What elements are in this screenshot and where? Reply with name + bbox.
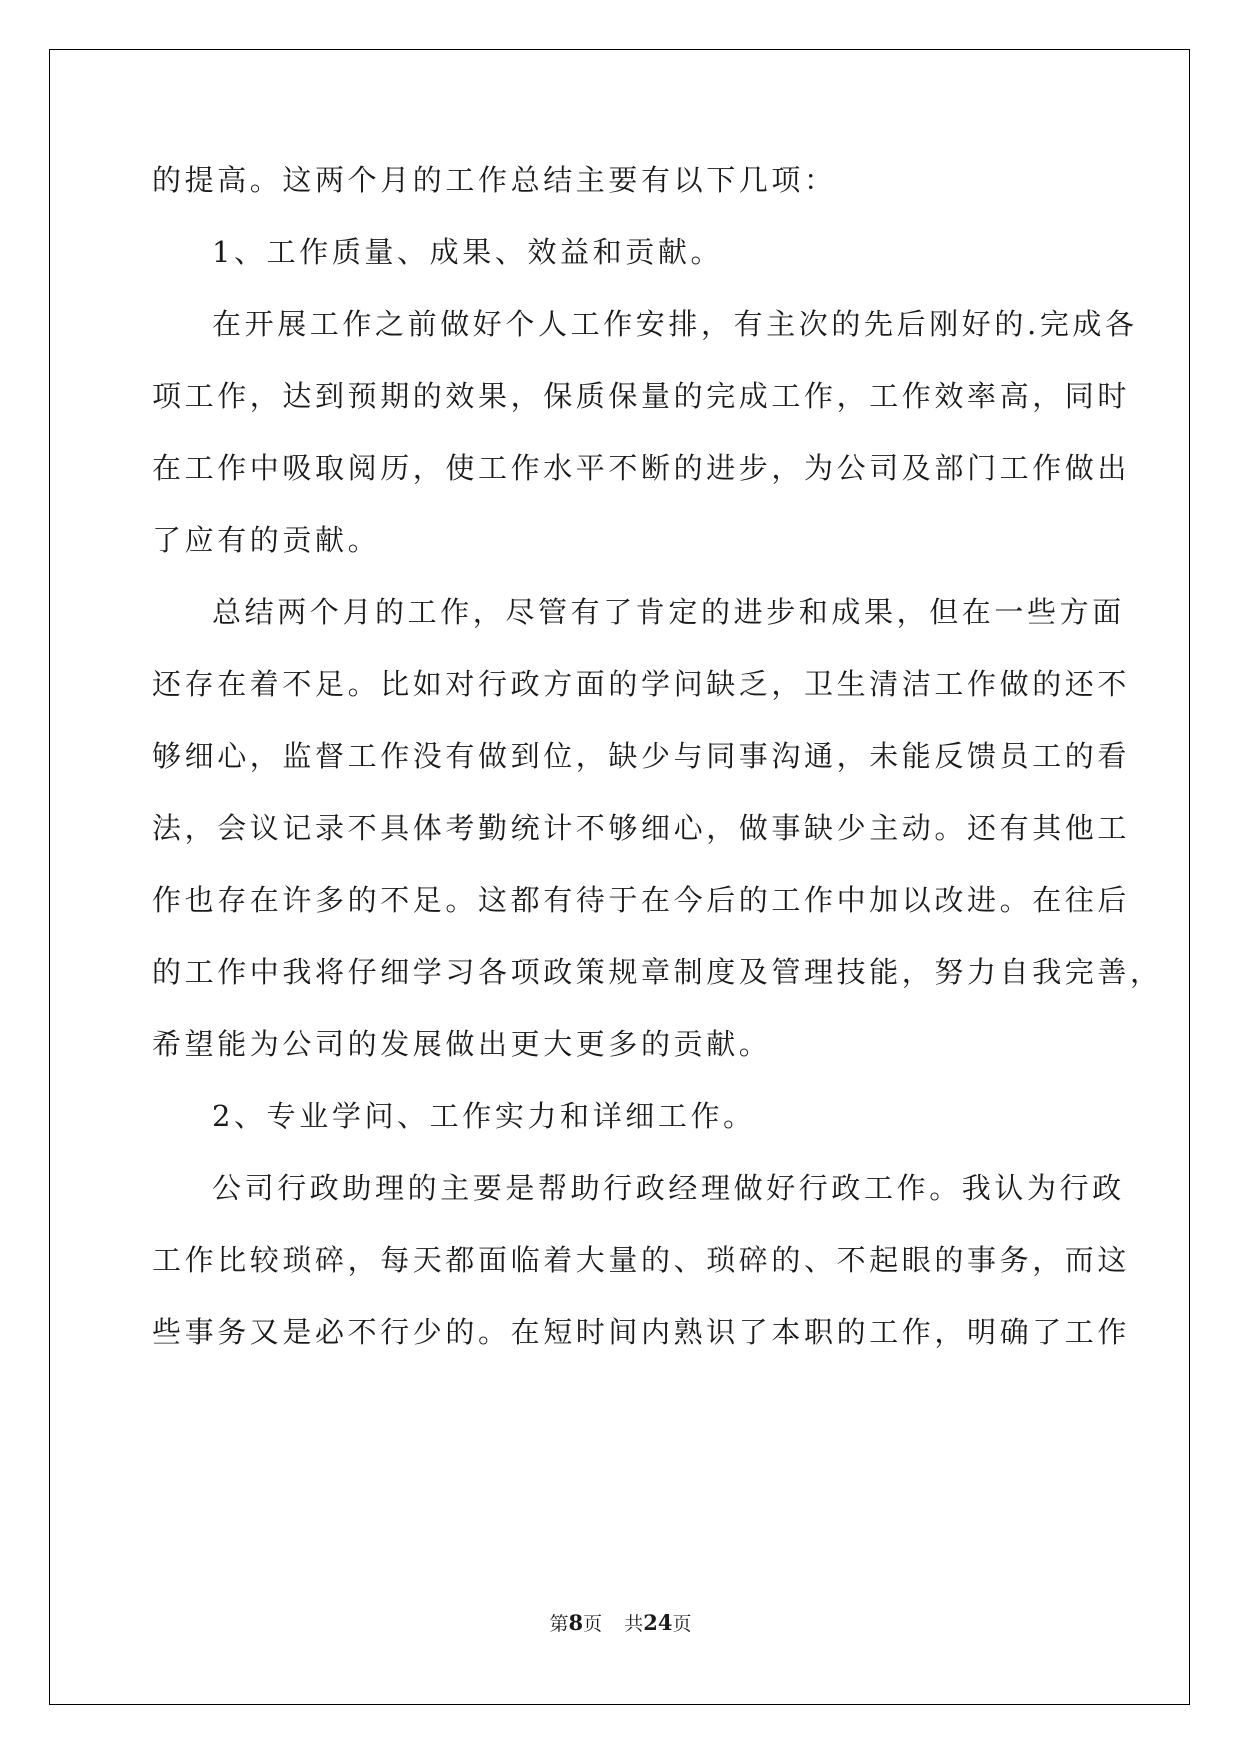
text-line: 还存在着不足。比如对行政方面的学问缺乏，卫生清洁工作做的还不 [152, 667, 1131, 701]
page-number: 8 [568, 1610, 584, 1635]
text-line: 的工作中我将仔细学习各项政策规章制度及管理技能，努力自我完善， [152, 955, 1163, 989]
page-prefix: 第 [549, 1613, 569, 1635]
page-footer [0, 1609, 1241, 1636]
text-line: 公司行政助理的主要是帮助行政经理做好行政工作。我认为行政 [212, 1171, 1125, 1205]
page-border [49, 49, 1190, 1705]
text-line: 在开展工作之前做好个人工作安排，有主次的先后刚好的.完成各 [212, 307, 1138, 341]
text-line: 希望能为公司的发展做出更大更多的贡献。 [152, 1027, 772, 1061]
text-line: 法，会议记录不具体考勤统计不够细心，做事缺少主动。还有其他工 [152, 811, 1131, 845]
text-line: 够细心，监督工作没有做到位，缺少与同事沟通，未能反馈员工的看 [152, 739, 1131, 773]
text-line: 工作比较琐碎，每天都面临着大量的、琐碎的、不起眼的事务，而这 [152, 1243, 1131, 1277]
page-suffix: 页 [583, 1613, 603, 1635]
text-line: 作也存在许多的不足。这都有待于在今后的工作中加以改进。在往后 [152, 883, 1131, 917]
text-line: 的提高。这两个月的工作总结主要有以下几项： [152, 163, 837, 197]
section-heading: 1、工作质量、成果、效益和贡献。 [212, 235, 724, 269]
text-line: 了应有的贡献。 [152, 523, 381, 557]
total-pages: 24 [643, 1610, 673, 1635]
text-line: 项工作，达到预期的效果，保质保量的完成工作，工作效率高，同时 [152, 379, 1131, 413]
total-prefix: 共 [624, 1613, 644, 1635]
text-line: 些事务又是必不行少的。在短时间内熟识了本职的工作，明确了工作 [152, 1315, 1131, 1349]
section-heading: 2、专业学问、工作实力和详细工作。 [212, 1099, 756, 1133]
total-suffix: 页 [672, 1613, 692, 1635]
text-line: 总结两个月的工作，尽管有了肯定的进步和成果，但在一些方面 [212, 595, 1125, 629]
text-line: 在工作中吸取阅历，使工作水平不断的进步，为公司及部门工作做出 [152, 451, 1131, 485]
